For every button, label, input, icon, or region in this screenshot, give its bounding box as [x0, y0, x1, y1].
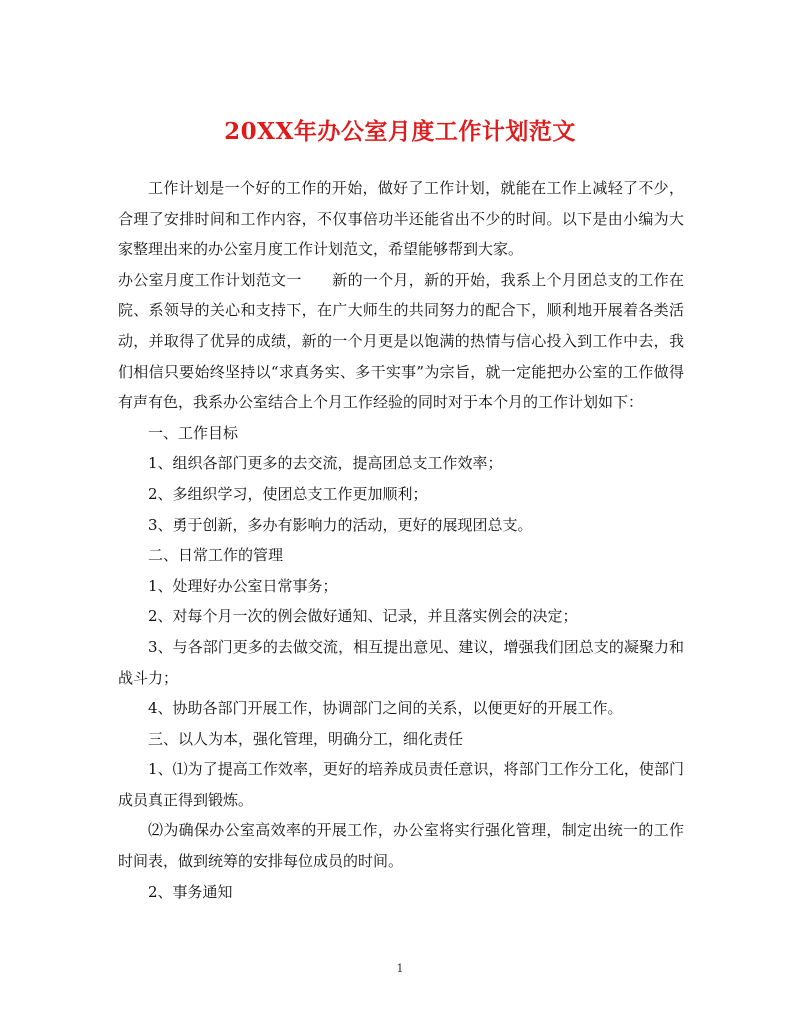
- people-item-2: 2、事务通知: [148, 882, 233, 901]
- section-heading-people-oriented: 三、以人为本，强化管理，明确分工，细化责任: [148, 729, 464, 748]
- people-item-1-sub-2: ⑵为确保办公室高效率的开展工作，办公室将实行强化管理，制定出统一的工作时间表，做到统筹的安排每位成员的时间。: [118, 821, 684, 871]
- intro-paragraph: 工作计划是一个好的工作的开始，做好了工作计划，就能在工作上减轻了不少，合理了安排时间和工作内容，不仅事倍功半还能省出不少的时间。以下是由小编为大家整理出来的办公室月度工作计划范文，希望能够帮到大家。: [118, 179, 684, 259]
- page-number: 1: [396, 962, 404, 975]
- goal-item-1: 1、组织各部门更多的去交流，提高团总支工作效率；: [148, 454, 503, 473]
- daily-item-4: 4、协助各部门开展工作，协调部门之间的关系，以便更好的开展工作。: [148, 699, 623, 718]
- daily-item-1: 1、处理好办公室日常事务；: [148, 576, 338, 595]
- goal-item-3: 3、勇于创新，多办有影响力的活动，更好的展现团总支。: [148, 515, 533, 534]
- goal-item-2: 2、多组织学习，使团总支工作更加顺利；: [148, 484, 428, 503]
- daily-item-3: 3、与各部门更多的去做交流，相互提出意见、建议，增强我们团总支的凝聚力和战斗力；: [118, 637, 684, 687]
- section-heading-goals: 一、工作目标: [148, 423, 239, 442]
- section-heading-daily-management: 二、日常工作的管理: [148, 546, 284, 565]
- document-title: 20XX年办公室月度工作计划范文: [224, 118, 576, 145]
- sample-one-paragraph: 办公室月度工作计划范文一 新的一个月，新的开始，我系上个月团总支的工作在院、系领导的关心和支持下，在广大师生的共同努力的配合下，顺利地开展着各类活动，并取得了优异的成绩，新的一个月更是以饱满的热情与信心投入到工作中去，我们相信只要始终坚持以“求真务实、多干实事”为宗旨，就一定能把办公室的工作做得有声有色，我系办公室结合上个月工作经验的同时对于本个月的工作计划如下：: [118, 270, 684, 412]
- daily-item-2: 2、对每个月一次的例会做好通知、记录，并且落实例会的决定；: [148, 607, 578, 626]
- people-item-1: 1、⑴为了提高工作效率，更好的培养成员责任意识，将部门工作分工化，使部门成员真正得到锻炼。: [118, 760, 684, 809]
- document-body: [118, 173, 684, 907]
